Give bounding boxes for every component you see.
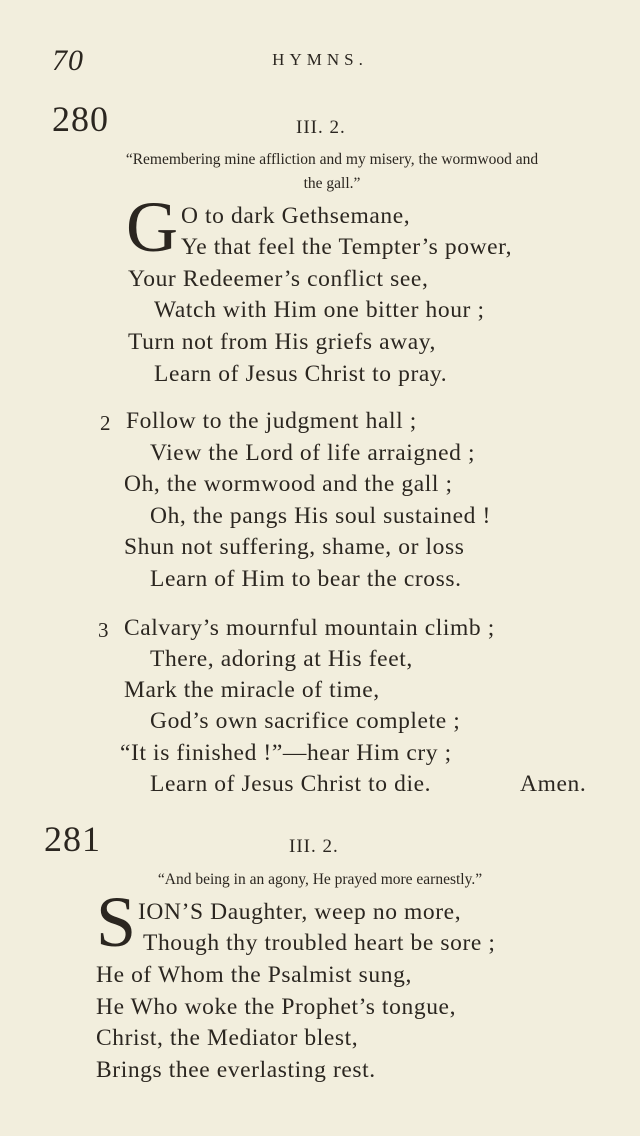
hymn-number: 280 bbox=[52, 99, 109, 139]
verse-line: Christ, the Mediator blest, bbox=[96, 1025, 359, 1051]
drop-cap: S bbox=[96, 882, 137, 962]
verse-line: Mark the miracle of time, bbox=[124, 677, 380, 703]
verse-line: Oh, the wormwood and the gall ; bbox=[124, 471, 453, 497]
verse-line: ION’S Daughter, weep no more, bbox=[138, 899, 462, 925]
verse-line: Your Redeemer’s conflict see, bbox=[128, 266, 429, 292]
verse-line: There, adoring at His feet, bbox=[150, 646, 413, 672]
verse-line: Shun not suffering, shame, or loss bbox=[124, 534, 465, 560]
verse-line: God’s own sacrifice complete ; bbox=[150, 708, 461, 734]
epigraph-line: the gall.” bbox=[303, 175, 361, 192]
running-head: HYMNS. bbox=[272, 50, 368, 69]
verse-line: Oh, the pangs His soul sustained ! bbox=[150, 503, 491, 529]
verse-line: View the Lord of life arraigned ; bbox=[150, 440, 476, 466]
verse-line: Learn of Jesus Christ to pray. bbox=[154, 361, 448, 387]
hymn-epigraph: “And being in an agony, He prayed more earnestly.” bbox=[157, 871, 483, 888]
verse-number: 2 bbox=[100, 411, 111, 435]
verse-line: Learn of Him to bear the cross. bbox=[150, 566, 462, 592]
hymn-meter: III. 2. bbox=[289, 836, 339, 857]
verse-line: Brings thee everlasting rest. bbox=[96, 1057, 376, 1083]
verse-line: Calvary’s mournful mountain climb ; bbox=[124, 615, 495, 641]
verse-line: Turn not from His griefs away, bbox=[128, 329, 437, 355]
verse-line: O to dark Gethsemane, bbox=[181, 203, 411, 229]
epigraph-line: “Remembering mine affliction and my misery, the wormwood and bbox=[125, 151, 539, 168]
verse-line: He Who woke the Prophet’s tongue, bbox=[96, 994, 457, 1020]
hymn-meter: III. 2. bbox=[296, 117, 346, 138]
verse-line: Learn of Jesus Christ to die. bbox=[150, 771, 432, 797]
amen: Amen. bbox=[520, 771, 587, 797]
verse-line: Watch with Him one bitter hour ; bbox=[154, 297, 485, 323]
verse-line: Though thy troubled heart be sore ; bbox=[143, 930, 496, 956]
verse-line: Ye that feel the Tempter’s power, bbox=[181, 234, 513, 260]
verse-line: Follow to the judgment hall ; bbox=[126, 408, 417, 434]
verse-number: 3 bbox=[98, 618, 109, 642]
verse-line: “It is finished !”—hear Him cry ; bbox=[120, 740, 452, 766]
drop-cap: G bbox=[126, 187, 178, 267]
verse-line: He of Whom the Psalmist sung, bbox=[96, 962, 412, 988]
page-number: 70 bbox=[52, 44, 84, 77]
hymn-number: 281 bbox=[44, 819, 101, 859]
